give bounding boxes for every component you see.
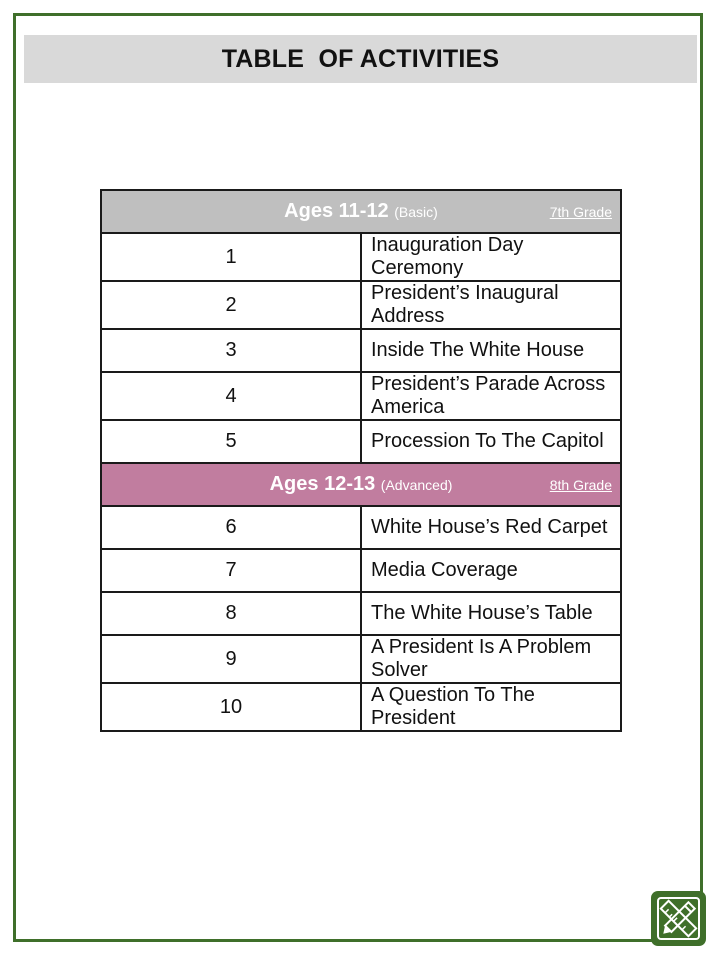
activity-number: 7 xyxy=(101,549,361,592)
table-row xyxy=(101,233,621,281)
section-level: (Basic) xyxy=(394,204,438,220)
grade-link[interactable]: 8th Grade xyxy=(549,476,612,493)
section-header-basic xyxy=(101,190,621,233)
activity-number: 8 xyxy=(101,592,361,635)
table-row xyxy=(101,329,621,372)
activity-name: A Question To The President xyxy=(361,683,621,731)
section-level: (Advanced) xyxy=(380,477,453,493)
activity-number: 9 xyxy=(101,635,361,683)
activity-name: President’s Inaugural Address xyxy=(361,281,621,329)
activity-number: 2 xyxy=(101,281,361,329)
activity-number: 1 xyxy=(101,233,361,281)
activity-name: Procession To The Capitol xyxy=(361,420,621,463)
table-row xyxy=(101,420,621,463)
table-row xyxy=(101,635,621,683)
section-heading: Ages 11-12 xyxy=(284,200,389,222)
activity-name: Inside The White House xyxy=(361,329,621,372)
activity-number: 3 xyxy=(101,329,361,372)
title-bar xyxy=(24,35,697,83)
activity-name: White House’s Red Carpet xyxy=(361,506,621,549)
table-row xyxy=(101,592,621,635)
section-header-advanced xyxy=(101,463,621,506)
table-row xyxy=(101,683,621,731)
section-heading: Ages 12-13 xyxy=(269,473,376,495)
activity-name: Inauguration Day Ceremony xyxy=(361,233,621,281)
activity-number: 10 xyxy=(101,683,361,731)
page-title: TABLE OF ACTIVITIES xyxy=(221,44,500,73)
activity-number: 5 xyxy=(101,420,361,463)
table-row xyxy=(101,372,621,420)
activities-table xyxy=(100,189,622,732)
table-row xyxy=(101,506,621,549)
activity-name: Media Coverage xyxy=(361,549,621,592)
table-row xyxy=(101,281,621,329)
table-row xyxy=(101,549,621,592)
activity-number: 4 xyxy=(101,372,361,420)
activity-name: A President Is A Problem Solver xyxy=(361,635,621,683)
pencil-ruler-icon xyxy=(651,891,706,946)
activity-number: 6 xyxy=(101,506,361,549)
activity-name: President’s Parade Across America xyxy=(361,372,621,420)
activity-name: The White House’s Table xyxy=(361,592,621,635)
grade-link[interactable]: 7th Grade xyxy=(549,203,612,220)
